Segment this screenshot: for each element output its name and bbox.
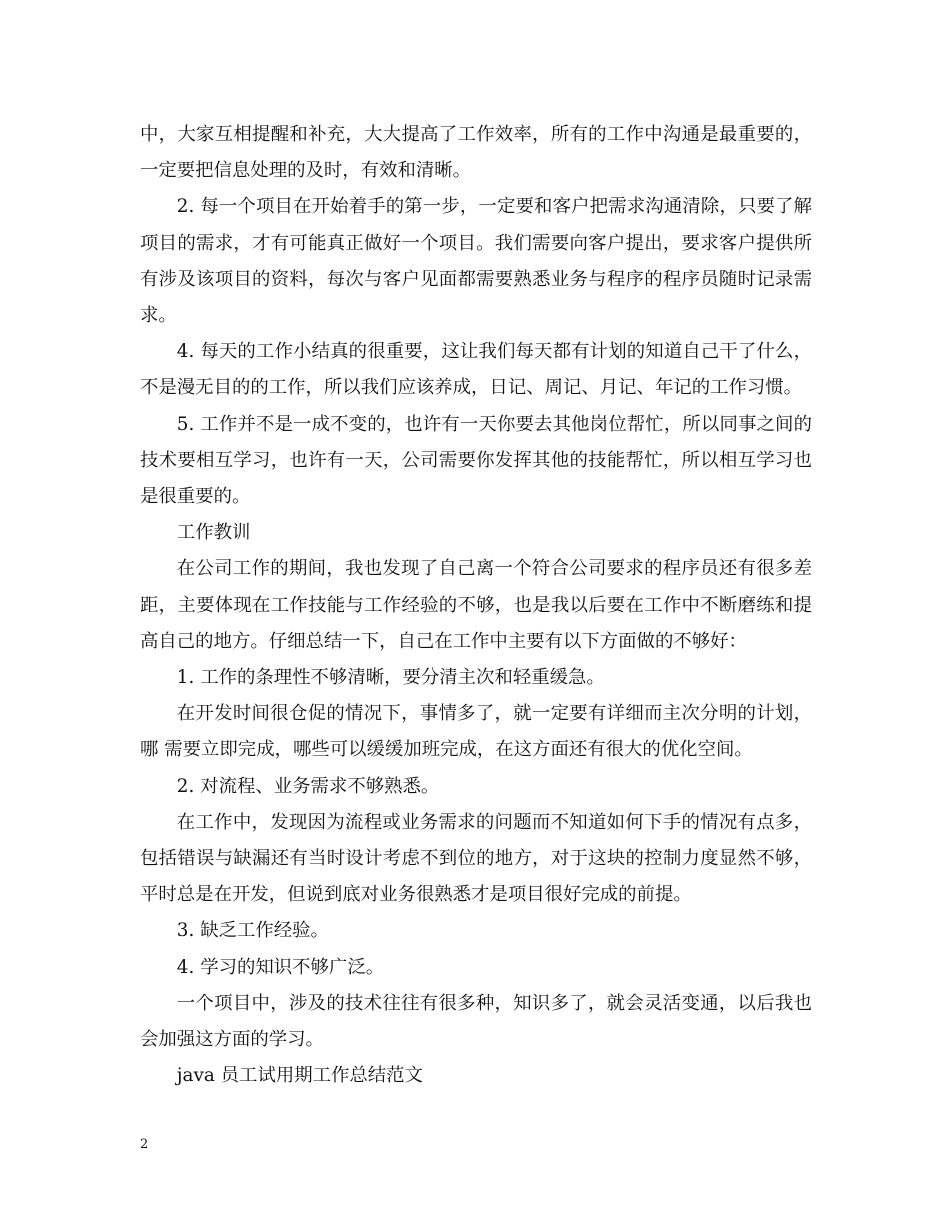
lesson-item-1-detail: 在开发时间很仓促的情况下，事情多了，就一定要有详细而主次分明的计划，哪 需要立即完成，哪些可以缓缓加班完成，在这方面还有很大的优化空间。 <box>140 703 812 761</box>
paragraph-intro: 在公司工作的期间，我也发现了自己离一个符合公司要求的程序员还有很多差距，主要体现在工作技能与工作经验的不够，也是我以后要在工作中不断磨练和提高自己的地方。仔细总结一下，自己在工作中主要有以下方面做的不够好： <box>140 558 812 652</box>
lesson-item-3: 3. 缺乏工作经验。 <box>176 920 329 942</box>
page-number: 2 <box>140 1137 149 1152</box>
lesson-item-4: 4. 学习的知识不够广泛。 <box>176 956 385 978</box>
lesson-item-2-detail: 在工作中，发现因为流程或业务需求的问题而不知道如何下手的情况有点多，包括错误与缺漏还有当时设计考虑不到位的地方，对于这块的控制力度显然不够，平时总是在开发，但说到底对业务很熟悉才是项目很好完成的前提。 <box>140 811 812 906</box>
paragraph-continuation: 中，大家互相提醒和补充，大大提高了工作效率，所有的工作中沟通是最重要的，一定要把信息处理的及时，有效和清晰。 <box>140 124 812 182</box>
paragraph-item-2: 2. 每一个项目在开始着手的第一步，一定要和客户把需求沟通清除，只要了解项目的需求，才有可能真正做好一个项目。我们需要向客户提出，要求客户提供所有涉及该项目的资料，每次与客户见面都需要熟悉业务与程序的程序员随时记录需求。 <box>140 196 812 327</box>
paragraph-item-5: 5. 工作并不是一成不变的，也许有一天你要去其他岗位帮忙，所以同事之间的技术要相互学习，也许有一天，公司需要你发挥其他的技能帮忙，所以相互学习也是很重要的。 <box>140 413 812 508</box>
document-body <box>140 117 812 1094</box>
next-article-title: java 员工试用期工作总结范文 <box>176 1065 423 1087</box>
section-heading: 工作教训 <box>176 522 251 544</box>
lesson-item-4-detail: 一个项目中，涉及的技术往往有很多种，知识多了，就会灵活变通，以后我也会加强这方面的学习。 <box>140 992 812 1051</box>
paragraph-item-4: 4. 每天的工作小结真的很重要，这让我们每天都有计划的知道自己干了什么，不是漫无目的的工作，所以我们应该养成，日记、周记、月记、年记的工作习惯。 <box>140 341 812 399</box>
lesson-item-1: 1. 工作的条理性不够清晰，要分清主次和轻重缓急。 <box>176 667 605 689</box>
lesson-item-2: 2. 对流程、业务需求不够熟悉。 <box>176 775 440 797</box>
